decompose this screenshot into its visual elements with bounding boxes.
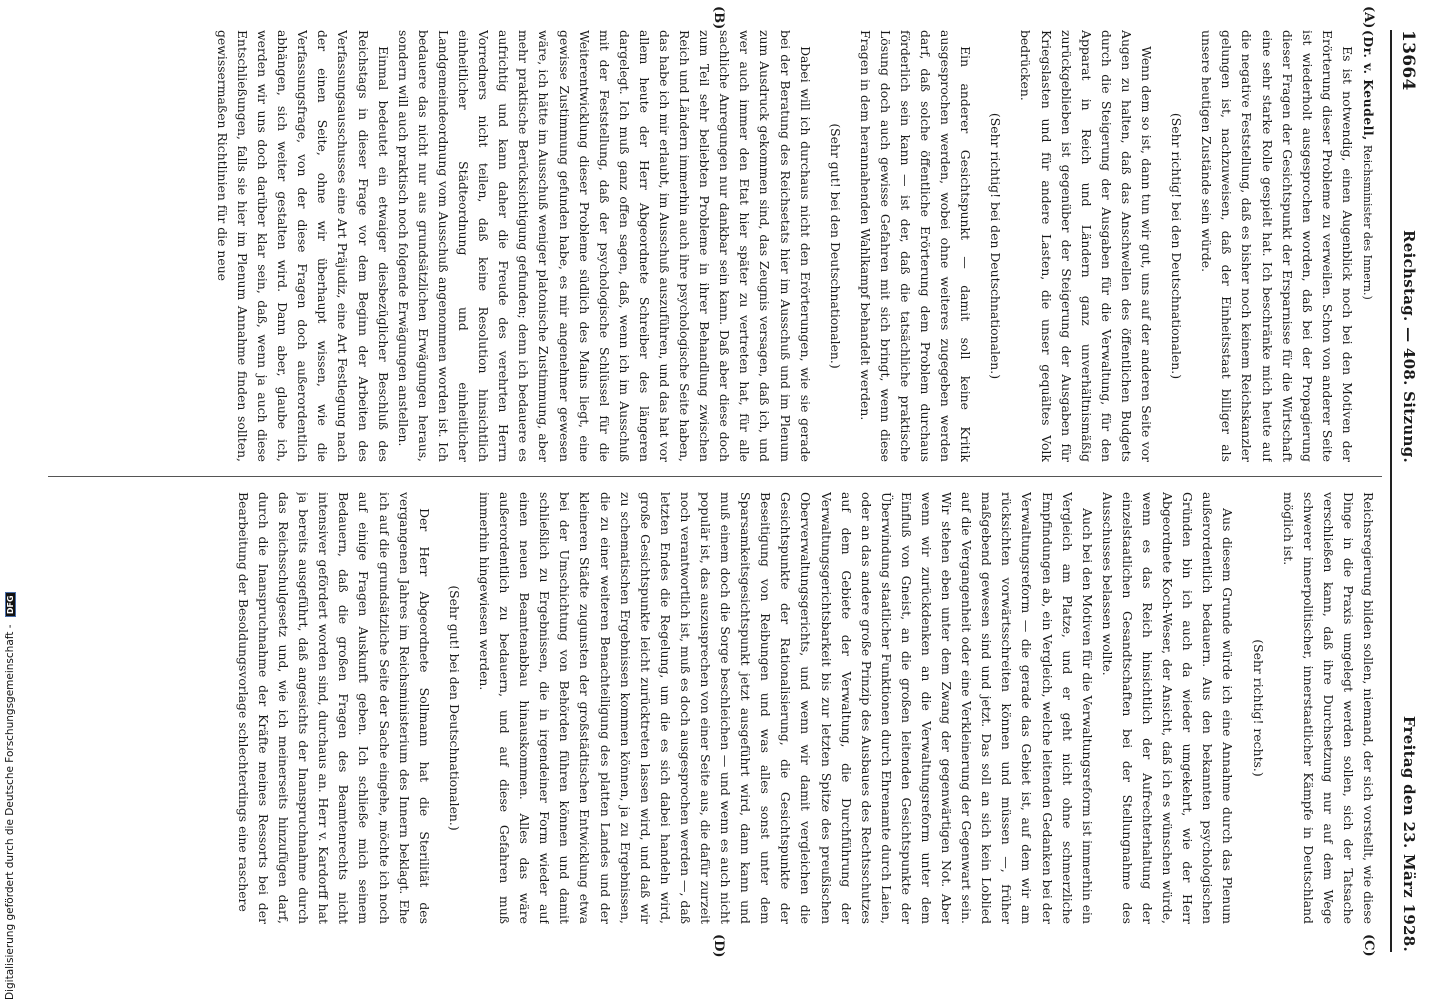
paragraph: Der Herr Abgeordnete Sollmann hat die Sterilität des vergangenen Jahres im Reichsministerium des Innern beklagt. Ehe ich auf die grundsätzliche Seite der Sache eingehe, möchte ich noch auf einige Fragen Auskunft geben. Ich schließe mich seinem Bedauern, daß die großen Fragen des Beamtenrechts nicht intensiver gefördert worden sind, durchaus an. Herr v. Kardorff hat ja bereits ausgeführt, daß angesichts der Inanspruchnahme durch das Reichsschulgesetz und, wie ich meinerseits hinzufügen darf, durch die Inanspruchnahme der Kräfte meines Ressorts bei der Bearbeitung der Besoldungsvorlage schlechterdings eine raschere (235, 492, 432, 924)
session-date: Freitag den 23. März 1928. (1400, 715, 1418, 952)
credit-text: Digitalisierung gefördert durch die Deutsche Forschungsgemeinschaft - (4, 624, 16, 1000)
margin-marker-d: (D) (711, 934, 726, 958)
margin-marker-a: (A) (1361, 6, 1376, 29)
dfg-logo: DFG (5, 592, 16, 617)
margin-marker-b: (B) (711, 6, 726, 30)
page-number: 13664 (1398, 30, 1418, 91)
paragraph: Reichsregierung bilden sollen, niemand, der sich vorstellt, wie diese Dinge in die Praxis umgelegt werden sollen, sich der Tatsache verschließen kann, daß ihre Durchsetzung nur auf dem Wege schwerer innerpolitischer, innerstaatlicher Kämpfe in Deutschland möglich ist. (1280, 492, 1376, 924)
paragraph: Ein anderer Gesichtspunkt — damit soll keine Kritik ausgesprochen werden, wobei ohne weiteres zugegeben werden darf, daß solche öffentliche Erörterung dem Problem durchaus förderlich sein kann — ist der, daß die tatsächliche praktische Lösung doch auch gewisse Gefahren mit sich bringt, wenn diese Fragen in dem herannahenden Wahlkampf behandelt werden. (857, 30, 974, 462)
left-column (48, 30, 1378, 462)
digitization-credit (4, 10, 18, 1000)
paragraph: Es ist notwendig, einen Augenblick noch bei den Motiven der Erörterung dieser Probleme zu verweilen. Schon von anderer Seite ist wiederholt ausgesprochen worden, daß bei der Propagierung dieser Fragen der Gesichtspunkt der Ersparnisse für die Wirtschaft eine sehr starke Rolle gespielt hat. Ich beschränke mich heute auf die negative Feststellung, daß es bisher noch keinem Reichskanzler gelungen ist, nachzuweisen, daß der Einheitsstaat billiger als unsere heutigen Zustände sein würde. (1199, 30, 1355, 462)
header-rule (1390, 30, 1392, 952)
paragraph: Dabei will ich durchaus nicht den Erörterungen, wie sie gerade bei der Beratung des Reichsetats hier im Ausschuß und im Plenum zum Ausdruck gekommen sind, das Zeugnis versagen, daß ich, und wer auch immer den Etat hier später zu vertreten hat, für alle sachliche Anregungen nur dankbar sein kann. Daß aber diese doch zum Teil sehr beliebten Probleme in ihrer Behandlung zwischen Reich und Ländern immerhin auch ihre psychologische Seite haben, das habe ich mir erlaubt, im Ausschuß auszuführen, und das hat vor allem heute der Herr Abgeordnete Schreiber des längeren dargelegt. Ich muß ganz offen sagen, daß, wenn ich im Ausschuß mit der Feststellung, daß der psychologische Schlüssel für die Weiterentwicklung dieser Probleme südlich des Mains liegt, eine gewisse Zustimmung gefunden habe, es mir angenehmer gewesen wäre, ich hätte im Ausschuß weniger platonische Zustimmung, aber mehr praktische Berücksichtigung gefunden; denn ich bedauere es aufrichtig und kann daher die Freude des verehrten Herrn Vorredners nicht teilen, daß keine Resolution hinsichtlich einheitlicher Städteordnung und einheitlicher Landgemeindeordnung vom Ausschuß angenommen worden ist. Ich bedauere das nicht nur aus grundsätzlichen Erwägungen heraus, sondern will auch praktisch noch folgende Erwägungen anstellen. (395, 30, 813, 462)
interjection: (Sehr richtig! bei den Deutschnationalen.) (1169, 112, 1185, 380)
session-title: Reichstag. — 408. Sitzung. (1400, 230, 1418, 464)
interjection: (Sehr gut! bei den Deutschnationalen.) (827, 123, 843, 369)
right-column (48, 492, 1378, 924)
speaker-name: (Dr. v. Keudell, (1361, 30, 1376, 141)
rotated-page (34, 0, 1434, 980)
interjection: (Sehr gut! bei den Deutschnationalen.) (446, 585, 462, 831)
paragraph: Wenn dem so ist, dann tun wir gut, uns auf der anderen Seite vor Augen zu halten, daß das Anschwellen des öffentlichen Budgets durch die Steigerung der Ausgaben für die Verwaltung, für den Apparat in Reich und Ländern ganz unverhältnismäßig zurückgeblieben ist gegenüber der Steigerung der Ausgaben für Kriegslasten und für andere Lasten, die unser gequältes Volk bedrücken. (1018, 30, 1155, 462)
paragraph: Aus diesem Grunde würde ich eine Annahme durch das Plenum außerordentlich bedauern. Aus den bekannten psychologischen Gründen bin ich auch da wieder umgekehrt, wie der Herr Abgeordnete Koch-Weser, der Ansicht, daß ich es wünschen würde, wenn es das Reich hinsichtlich der Aufrechterhaltung der einzelstaatlichen Gesandtschaften bei der Stellungnahme des Ausschusses belassen wollte. (1099, 492, 1236, 924)
interjection: (Sehr richtig! rechts.) (1250, 639, 1266, 777)
paragraph: Einmal bedeutet ein etwaiger diesbezüglicher Beschluß des Reichstags in dieser Frage vor dem Beginn der Arbeiten des Verfassungsausschusses eine Art Präjudiz, eine Art Festlegung nach der einen Seite, ohne wir überhaupt wissen, wie die Verfassungsfrage, von der diese Fragen doch außerordentlich abhängen, sich weiter gestalten wird. Dann aber, glaube ich, werden wir uns doch darüber klar sein, daß, wenn ja auch diese Entschließungen, falls sie hier im Plenum Annahme finden sollten, gewissermaßen Richtlinien für die neue (214, 30, 391, 462)
paragraph: Auch bei den Motiven für die Verwaltungsreform ist immerhin ein Vergleich am Platze, und er geht nicht ohne schmerzliche Empfindungen ab, ein Vergleich, welche leitenden Gedanken bei der Verwaltungsreform — die gerade das Gebiet ist, auf dem wir am rücksichten vorwärtsschreiten können und müssen —, früher maßgebend gewesen sind und jetzt. Das soll an sich kein Loblied auf die Vergangenheit oder eine Verkleinerung der Gegenwart sein. Wir stehen eben unter dem Zwang der gegenwärtigen Not. Aber wenn wir zurückdenken an die Verwaltungsreform unter dem Einfluß von Gneist, an die großen leitenden Gesichtspunkte der Überwindung staatlicher Funktionen durch Ehrenamte durch Laien, oder an das andere große Prinzip des Ausbaues des Rechtsschutzes auf dem Gebiete der Verwaltung, die Durchführung der Verwaltungsgerichtsbarkeit bis zur letzten Spitze des preußischen Oberverwaltungsgerichts, und wenn wir damit vergleichen die Gesichtspunkte der Rationalisierung, die Gesichtspunkte der Beseitigung von Reibungen und was alles sonst unter dem Sparsamkeitsgesichtspunkt jetzt ausgeführt wird, dann kann und muß einem doch die Sorge beschleichen — und wenn es auch nicht populär ist, das auszusprechen von einer Seite aus, die dafür zurzeit noch verantwortlich ist, muß es doch ausgesprochen werden —, daß letzten Endes die Regelung, um die es sich dabei handeln wird, große Gesichtspunkte leicht zurücktreten lassen wird, und daß wir zu schematischen Ergebnissen kommen können, ja zu Ergebnissen, die zu einer weiteren Benachteiligung des platten Landes und der kleineren Städte zugunsten der großstädtischen Entwicklung etwa bei der Umschichtung von Behörden führen können und damit schließlich zu Ergebnissen, die in irgendeiner Form wieder auf einen neuen Beamtenabbau hinauskommen. Alles das wäre außerordentlich zu bedauern, und auf diese Gefahren muß immerhin hingewiesen werden. (476, 492, 1095, 924)
column-divider (48, 476, 1382, 477)
margin-marker-c: (C) (1361, 934, 1376, 957)
interjection: (Sehr richtig! bei den Deutschnationalen.) (988, 112, 1004, 380)
speaker-line (1357, 30, 1378, 462)
speaker-role: Reichsminister des Innern.) (1361, 144, 1374, 300)
page-header (1392, 30, 1418, 952)
